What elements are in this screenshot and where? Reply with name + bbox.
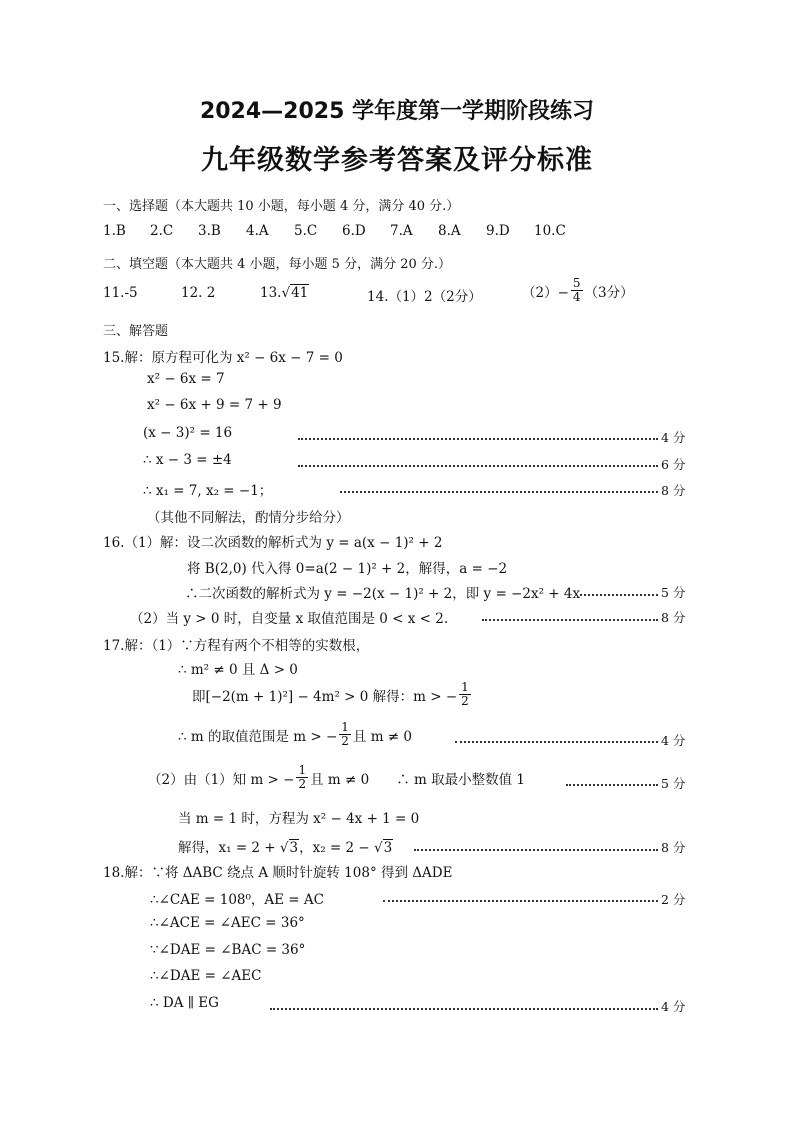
choice-answer: 10.C bbox=[534, 223, 566, 239]
fraction bbox=[296, 764, 308, 791]
fill-answer-12: 12. 2 bbox=[181, 285, 216, 301]
fraction bbox=[571, 277, 583, 304]
q15-line: x² − 6x = 7 bbox=[147, 371, 225, 387]
solve-section-heading: 三、解答题 bbox=[103, 324, 169, 339]
q18-line: ∴∠DAE = ∠AEC bbox=[150, 968, 262, 984]
q17-line bbox=[178, 721, 412, 748]
dotted-leader bbox=[298, 438, 658, 440]
q17-line bbox=[148, 764, 525, 791]
q15-line: x² − 6x + 9 = 7 + 9 bbox=[147, 397, 282, 413]
dotted-leader bbox=[340, 491, 658, 493]
score-mark: 4 分 bbox=[661, 999, 686, 1014]
q16-line: ∴二次函数的解析式为 y = −2(x − 1)² + 2，即 y = −2x² + 4x bbox=[185, 586, 581, 602]
choice-answer: 4.A bbox=[246, 223, 269, 239]
q17-range-pre: ∴ m 的取值范围是 m > − bbox=[178, 728, 338, 745]
choice-answer: 2.C bbox=[150, 223, 174, 239]
fill-14b-prefix: （2）− bbox=[522, 284, 569, 301]
q15-line: 15.解：原方程可化为 x² − 6x − 7 = 0 bbox=[103, 350, 343, 366]
fraction-numerator: 1 bbox=[298, 763, 307, 777]
q16-line: 16.（1）解：设二次函数的解析式为 y = a(x − 1)² + 2 bbox=[103, 535, 443, 551]
dotted-leader bbox=[414, 849, 658, 851]
fill-section-heading: 二、填空题（本大题共 4 小题，每小题 5 分，满分 20 分.） bbox=[103, 257, 452, 272]
score-mark: 6 分 bbox=[661, 457, 686, 472]
score-mark: 8 分 bbox=[661, 840, 686, 855]
q15-line: ∴ x − 3 = ±4 bbox=[143, 452, 232, 468]
q18-line: ∵∠DAE = ∠BAC = 36° bbox=[150, 942, 306, 958]
fill-answer-11: 11.-5 bbox=[103, 285, 138, 301]
q15-note: （其他不同解法，酌情分步给分） bbox=[147, 510, 350, 526]
q17-line: 解得，x₁ = 2 + √3，x₂ = 2 − √3 bbox=[178, 840, 393, 856]
fraction-denominator: 4 bbox=[572, 290, 581, 304]
choice-answer: 9.D bbox=[486, 223, 510, 239]
q15-line: (x − 3)² = 16 bbox=[143, 425, 233, 441]
q18-line: ∴∠CAE = 108⁰，AE = AC bbox=[150, 892, 324, 908]
choice-answer: 8.A bbox=[438, 223, 461, 239]
dotted-leader bbox=[270, 1008, 658, 1010]
score-mark: 4 分 bbox=[661, 430, 686, 445]
q16-line: （2）当 y > 0 时，自变量 x 取值范围是 0 < x < 2. bbox=[130, 611, 449, 627]
q18-line: ∴ DA ∥ EG bbox=[150, 995, 219, 1011]
fill-answer-14b bbox=[522, 277, 634, 304]
fraction-denominator: 2 bbox=[461, 694, 469, 708]
fraction bbox=[459, 681, 471, 708]
fraction bbox=[339, 721, 351, 748]
fill-13-radicand: 41 bbox=[291, 285, 309, 301]
q17-sol-pre: 解得，x₁ = 2 + bbox=[178, 840, 280, 856]
fraction-numerator: 1 bbox=[461, 680, 469, 694]
choice-answer: 7.A bbox=[390, 223, 413, 239]
q17-part2-post: 且 m ≠ 0 ∴ m 取最小整数值 1 bbox=[310, 771, 525, 788]
score-mark: 4 分 bbox=[661, 733, 686, 748]
score-mark: 8 分 bbox=[661, 610, 686, 625]
q16-line: 将 B(2,0) 代入得 0=a(2 − 1)² + 2，解得，a = −2 bbox=[187, 561, 508, 577]
q17-line: 17.解：（1）∵方程有两个不相等的实数根， bbox=[103, 638, 370, 654]
dotted-leader bbox=[580, 594, 658, 596]
document-title-line2: 九年级数学参考答案及评分标准 bbox=[201, 145, 593, 176]
score-mark: 8 分 bbox=[661, 483, 686, 498]
fill-13-prefix: 13. bbox=[260, 285, 282, 301]
radicand: 3 bbox=[383, 840, 393, 856]
q17-sol-mid: ，x₂ = 2 − bbox=[299, 840, 375, 856]
document-title-line1: 2024—2025 学年度第一学期阶段练习 bbox=[199, 99, 595, 124]
choice-answer: 1.B bbox=[103, 223, 126, 239]
score-mark: 5 分 bbox=[661, 776, 686, 791]
fraction-denominator: 2 bbox=[341, 734, 349, 748]
dotted-leader bbox=[455, 741, 658, 743]
fraction-numerator: 5 bbox=[572, 276, 581, 290]
fraction-denominator: 2 bbox=[298, 777, 307, 791]
dotted-leader bbox=[383, 900, 658, 902]
q15-line: ∴ x₁ = 7, x₂ = −1； bbox=[143, 483, 273, 499]
dotted-leader bbox=[298, 465, 658, 467]
radicand: 3 bbox=[289, 840, 299, 856]
fill-answer-13: 13.√41 bbox=[260, 285, 309, 301]
fill-answer-14a: 14.（1）2（2分） bbox=[367, 289, 482, 305]
q17-line: ∴ m² ≠ 0 且 Δ > 0 bbox=[178, 662, 298, 678]
score-mark: 5 分 bbox=[661, 585, 686, 600]
choice-answer: 5.C bbox=[294, 223, 318, 239]
q18-line: 18.解：∵将 ΔABC 绕点 A 顺时针旋转 108° 得到 ΔADE bbox=[103, 865, 453, 881]
choice-section-heading: 一、选择题（本大题共 10 小题，每小题 4 分，满分 40 分.） bbox=[103, 199, 460, 214]
choice-answer: 6.D bbox=[342, 223, 366, 239]
q18-line: ∴∠ACE = ∠AEC = 36° bbox=[150, 915, 305, 931]
score-mark: 2 分 bbox=[661, 892, 686, 907]
q17-line bbox=[192, 681, 473, 708]
dotted-leader bbox=[566, 784, 658, 786]
choice-answer: 3.B bbox=[198, 223, 221, 239]
q17-line: 当 m = 1 时，方程为 x² − 4x + 1 = 0 bbox=[178, 811, 420, 827]
q17-inequality: 即[−2(m + 1)²] − 4m² > 0 解得：m > − bbox=[192, 688, 458, 705]
q17-part2-pre: （2）由（1）知 m > − bbox=[148, 771, 295, 788]
q17-range-post: 且 m ≠ 0 bbox=[352, 728, 412, 745]
fill-14b-suffix: （3分） bbox=[584, 284, 634, 301]
dotted-leader bbox=[482, 619, 658, 621]
fraction-numerator: 1 bbox=[341, 720, 349, 734]
